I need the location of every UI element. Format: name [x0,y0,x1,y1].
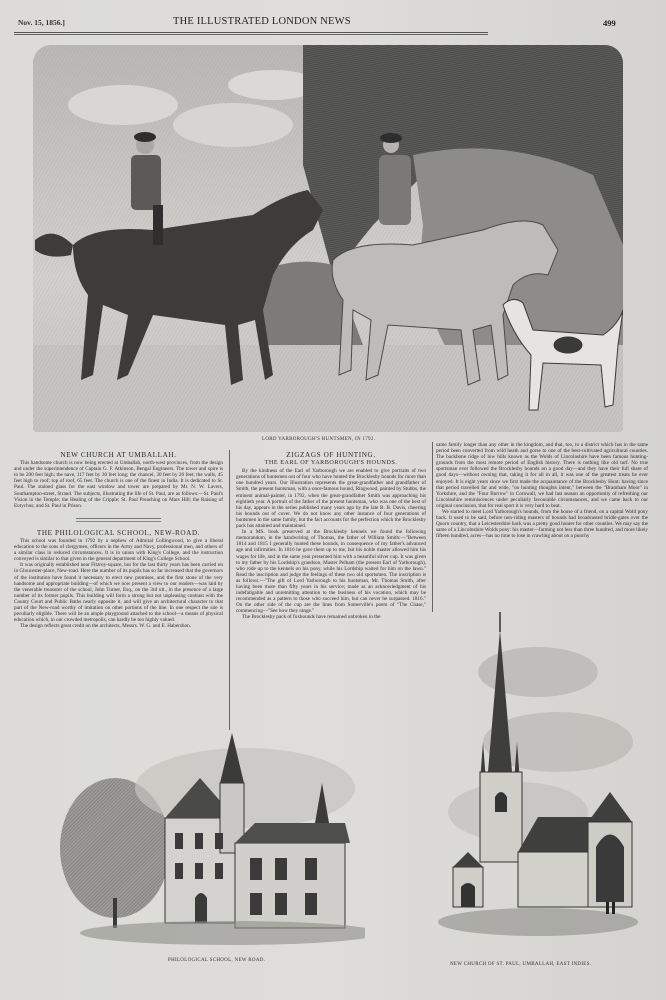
philological-paragraph-3: The design reflects great credit on the architects, Messrs. W. G. and E. Habershon. [20,623,191,630]
zigzags-continuation-1: same family longer than any other in the kingdom, and that, too, in a district which has in the same period been converted from wild heath and gorse to one of the best-cultivated agricultural counties. The backbone ridge of low hills known as the Wolds of Lincolnshire have been famous hunting-grounds from the most remote period of English history. There is nothing like old turf. No true sportsman ever followed the Brocklesby hounds on a good day—and they have their full share of good days—without owning that, taking it for all in all, it was one of the greatest treats he ever enjoyed. It is eight years since we first made the acquaintance of the Brocklesby Hunt: having since that period travelled far and wide, "on hunting thoughts intent," between the "Bramham Moor" in Yorkshire, and the "Four Burrow" in Cornwall, we had last season an opportunity of refreshing our Lincolnshire reminiscences under peculiarly favourable circumstances, and we came back to our original conclusion, that for real sport it is very hard to beat. [436,442,648,509]
column-rule-left [229,450,230,730]
zigzags-paragraph-3: The Brocklesby pack of foxhounds have remained unbroken in the [242,614,381,621]
middle-column [236,452,426,621]
huntsmen-engraving [33,45,623,432]
church-spire-illustration-icon [438,612,638,952]
zigzags-paragraph-2: In a MS. book preserved at the Brocklesby kennels we found the following memorandum, in the handwriting of Thomas, the father of William Smith:—"Between 1814 and 1815 I generally hunted these hounds, in consequence of my father's advanced age and infirmities. In 1816 he gave them up to me, but his noble master allowed him his wages for life, and in the same year presented him with a beautiful silver cup. It was given to my father by his Lordship's grandson, Master Pelham (the present Earl of Yarborough), who rode up to the kennels on his pony, while his Lordship waited for him on the lawn." Read the inscription and judge the feelings of these two old sportsmen. The inscription is as follows:—"The gift of Lord Yarborough to his huntsman, Mr. Thomas Smith, after having been more than fifty years in his service; made as an acknowledgment of his indefatigable and unremitting attention to the business of his vocation, which may be recommended as a pattern to those who succeed him, but can never be surpassed. 1816." On the other side of the cup are the lines from Somerville's poem of "The Chase," commencing—"See how they range." [236,529,426,615]
huntsmen-caption: LORD YARBOROUGH'S HUNTSMEN, IN 1792. [262,437,376,442]
zigzags-subheading: THE EARL OF YARBOROUGH'S HOUNDS. [264,459,398,467]
philological-school-engraving [55,728,365,948]
philological-paragraph-2: It was originally established near Fitzroy-square, but for the last thirty years has been carried on in Gloucester-place, New-road. Here the number of its pupils has so far increased that the governors of the institution have found it necessary to erect new premises, and the first stone of the very handsome and appropriate building—of which we now present a view to our readers—was laid by the venerable treasurer of the school, John Turner, Esq., on the 3rd ult., in the presence of a large number of its former pupils. This building will form a strong but not unpleasing contrast with the County Court and Public Baths nearly opposite it, and will give an architectural character to that part of the New-road worthy of imitation on other portions of the line. In one respect the site is peculiarly eligible. There will be an ample playground attached to the school—a means of physical education which, in our crowded metropolis, can hardly be too highly valued. [14,562,223,624]
masthead-rule [14,32,488,35]
philological-heading: THE PHILOLOGICAL SCHOOL, NEW-ROAD. [36,528,201,537]
page-number: 499 [603,18,616,28]
left-column [14,452,223,629]
school-building-illustration-icon [55,728,365,948]
right-column [436,442,648,540]
issue-date: Nov. 15, 1856.] [18,18,65,27]
umballah-heading: NEW CHURCH AT UMBALLAH. [60,451,177,459]
zigzags-paragraph-1: By the kindness of the Earl of Yarborough we are enabled to give portraits of two generations of huntsmen out of four who have hunted the Brocklesby hounds for more than one hundred years. Our Illustration represents the great-grandfather and grandfather of Smith, the present huntsman, with a once-famous hound, Ringwood, painted by Stubbs, the eminent animal-painter, in 1792, when the great-grandfather Smith was approaching his eightieth year. A portrait of the father of the present huntsman, who was one of the best of his day, appears in the series published many years ago by the late R. B. Davis, cheering his hounds out of cover. We do not know any other instance of four generations of huntsmen in the same family, but the fact accounts for the perfection which the Brocklesby pack has attained and maintained. [236,468,426,530]
publication-title: THE ILLUSTRATED LONDON NEWS [173,16,351,27]
zigzags-heading: ZIGZAGS OF HUNTING. [286,451,376,459]
column-rule-right [432,442,433,612]
philological-paragraph-1: This school was founded in 1792 by a nephew of Admiral Collingwood, to give a liberal education to the sons of clergymen, officers in the Army and Navy, professional men, and others of a similar class in reduced circumstances. It is in union with King's College, and the instruction conveyed is similar to that given in the general department of King's College School. [14,537,223,563]
huntsmen-illustration-icon [33,45,623,432]
st-paul-church-caption: NEW CHURCH OF ST. PAUL, UMBALLAH, EAST INDIES. [450,962,592,967]
zigzags-continuation-2: We started to meet Lord Yarborough's hounds, from the house of a friend, on a capital Wold pony back. It used to be said, before non-riding masters of hounds had broadcasted bridle-gates over the Quorn country, that a Leicestershire hack was a pretty good hunter for other counties. We may say the same of a Lincolnshire Wolds pony: his master—farming not less than three hundred, and more likely fifteen hundred, acres—has no time to lose in crawling about on a punchy [436,509,648,540]
philological-school-caption: PHILOLOGICAL SCHOOL, NEW ROAD. [168,958,266,963]
umballah-body: This handsome church is now being erected at Umballah, north-west provinces, from the design and under the superintendence of Captain G. F. Atkinson, Bengal Engineers. The tower and spire is to be 200 feet high; the nave, 117 feet by 30 feet long; the chancel, 30 feet by 26 feet; the walls, 45 feet high to roof; top of roof, 65 feet. The church is one of the finest in India. It is dedicated to St. Paul. The stained glass for the east window and tower are prepared by Mr. N. W. Lavers, Southampton-street, Strand. The subjects, illustrating the life of St. Paul, are as follows:—St. Paul's Vision in the Temple; the Healing of the Cripple; St. Paul Preaching on Mars Hill; the Raising of Eutychus; and St. Paul in Prison. [14,460,223,509]
section-divider [76,518,161,522]
st-paul-church-engraving [438,612,638,952]
